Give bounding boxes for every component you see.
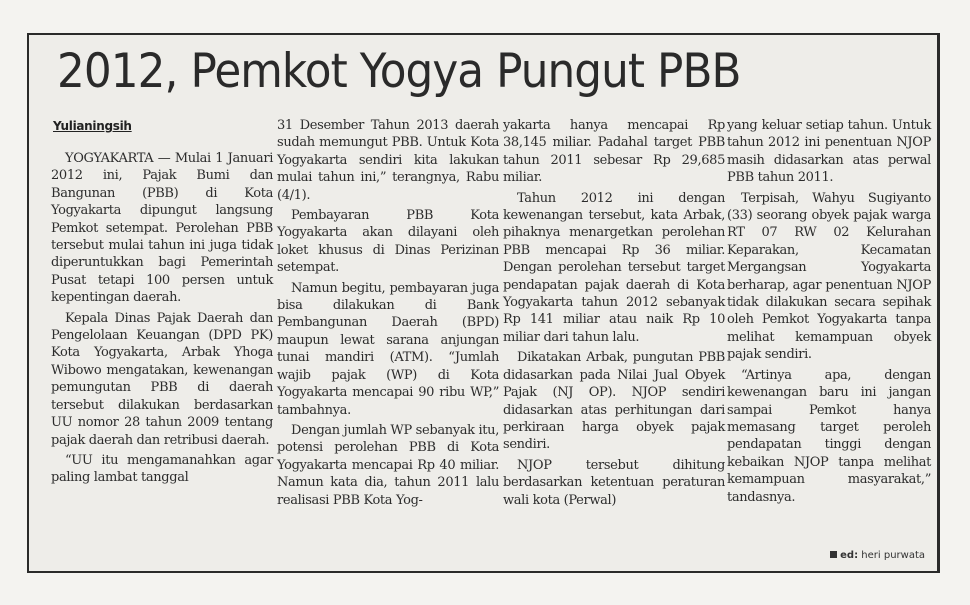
editor-name: heri purwata [861,550,925,561]
paragraph: Pembayaran PBB Kota Yogyakarta akan dilayani oleh loket khusus di Dinas Perizinan setempat. [277,208,499,276]
paragraph: Tahun 2012 ini dengan kewenangan tersebut, kata Arbak, pihaknya menargetkan perolehan PBB mencapai Rp 36 miliar. Dengan perolehan tersebut target pendapatan pajak daerah di Kota Yogyakarta tahun 2012 sebanyak Rp 141 miliar atau naik Rp 10 miliar dari tahun lalu. [503,190,725,345]
column-1 [51,150,273,487]
byline: Yulianingsih [53,119,132,133]
paragraph: Dengan jumlah WP sebanyak itu, potensi perolehan PBB di Kota Yogyakarta mencapai Rp 40 miliar. Namun kata dia, tahun 2011 lalu realisasi PBB Kota Yog- [277,422,499,508]
newspaper-clipping [27,33,940,573]
column-4 [727,117,931,506]
square-bullet-icon [830,551,837,558]
paragraph: Terpisah, Wahyu Sugiyanto (33) seorang obyek pajak warga RT 07 RW 02 Kelurahan Keparakan, Kecamatan Mergangsan Yogyakarta berharap, agar penentuan NJOP tidak dilakukan secara sepihak oleh Pemkot Yogyakarta tanpa melihat kemampuan obyek pajak sendiri. [727,190,931,363]
column-2 [277,117,499,509]
paragraph: yang keluar setiap tahun. Untuk tahun 2012 ini penentuan NJOP masih didasarkan atas perwal PBB tahun 2011. [727,118,931,186]
paragraph: NJOP tersebut dihitung berdasarkan ketentuan peraturan wali kota (Perwal) [503,457,725,508]
editor-label: ed: [840,550,859,561]
headline: 2012, Pemkot Yogya Pungut PBB [57,44,741,99]
paragraph: YOGYAKARTA — Mulai 1 Januari 2012 ini, Pajak Bumi dan Bangunan (PBB) di Kota Yogyakarta dipungut langsung Pemkot setempat. Perolehan PBB tersebut mulai tahun ini juga tidak diperuntukkan bagi Pemerintah Pusat tetapi 100 persen untuk kepentingan daerah. [51,151,273,306]
paragraph: “Artinya apa, dengan kewenangan baru ini jangan sampai Pemkot hanya memasang target peroleh pendapatan tinggi dengan kebaikan NJOP tanpa melihat kemampuan masyarakat,” tandasnya. [727,367,931,505]
paragraph: Namun begitu, pembayaran juga bisa dilakukan di Bank Pembangunan Daerah (BPD) maupun lewat sarana anjungan tunai mandiri (ATM). “Jumlah wajib pajak (WP) di Kota Yogyakarta mencapai 90 ribu WP,” tambahnya. [277,280,499,418]
paragraph: 31 Desember Tahun 2013 daerah sudah memungut PBB. Untuk Kota Yogyakarta sendiri kita lakukan mulai tahun ini,” terangnya, Rabu (4/1). [277,118,499,203]
paragraph: Kepala Dinas Pajak Daerah dan Pengelolaan Keuangan (DPD PK) Kota Yogyakarta, Arbak Yhoga Wibowo mengatakan, kewenangan pemungutan PBB di daerah tersebut dilakukan berdasarkan UU nomor 28 tahun 2009 tentang pajak daerah dan retribusi daerah. [51,310,273,448]
paragraph: Dikatakan Arbak, pungutan PBB didasarkan pada Nilai Jual Obyek Pajak (NJ OP). NJOP sendiri didasarkan atas perhitungan dari perkiraan harga obyek pajak sendiri. [503,350,725,453]
editor-credit [830,550,925,561]
column-3 [503,117,725,509]
paragraph: yakarta hanya mencapai Rp 38,145 miliar. Padahal target PBB tahun 2011 sebesar Rp 29,685 miliar. [503,118,725,186]
paragraph: “UU itu mengamanahkan agar paling lambat tanggal [51,452,273,486]
